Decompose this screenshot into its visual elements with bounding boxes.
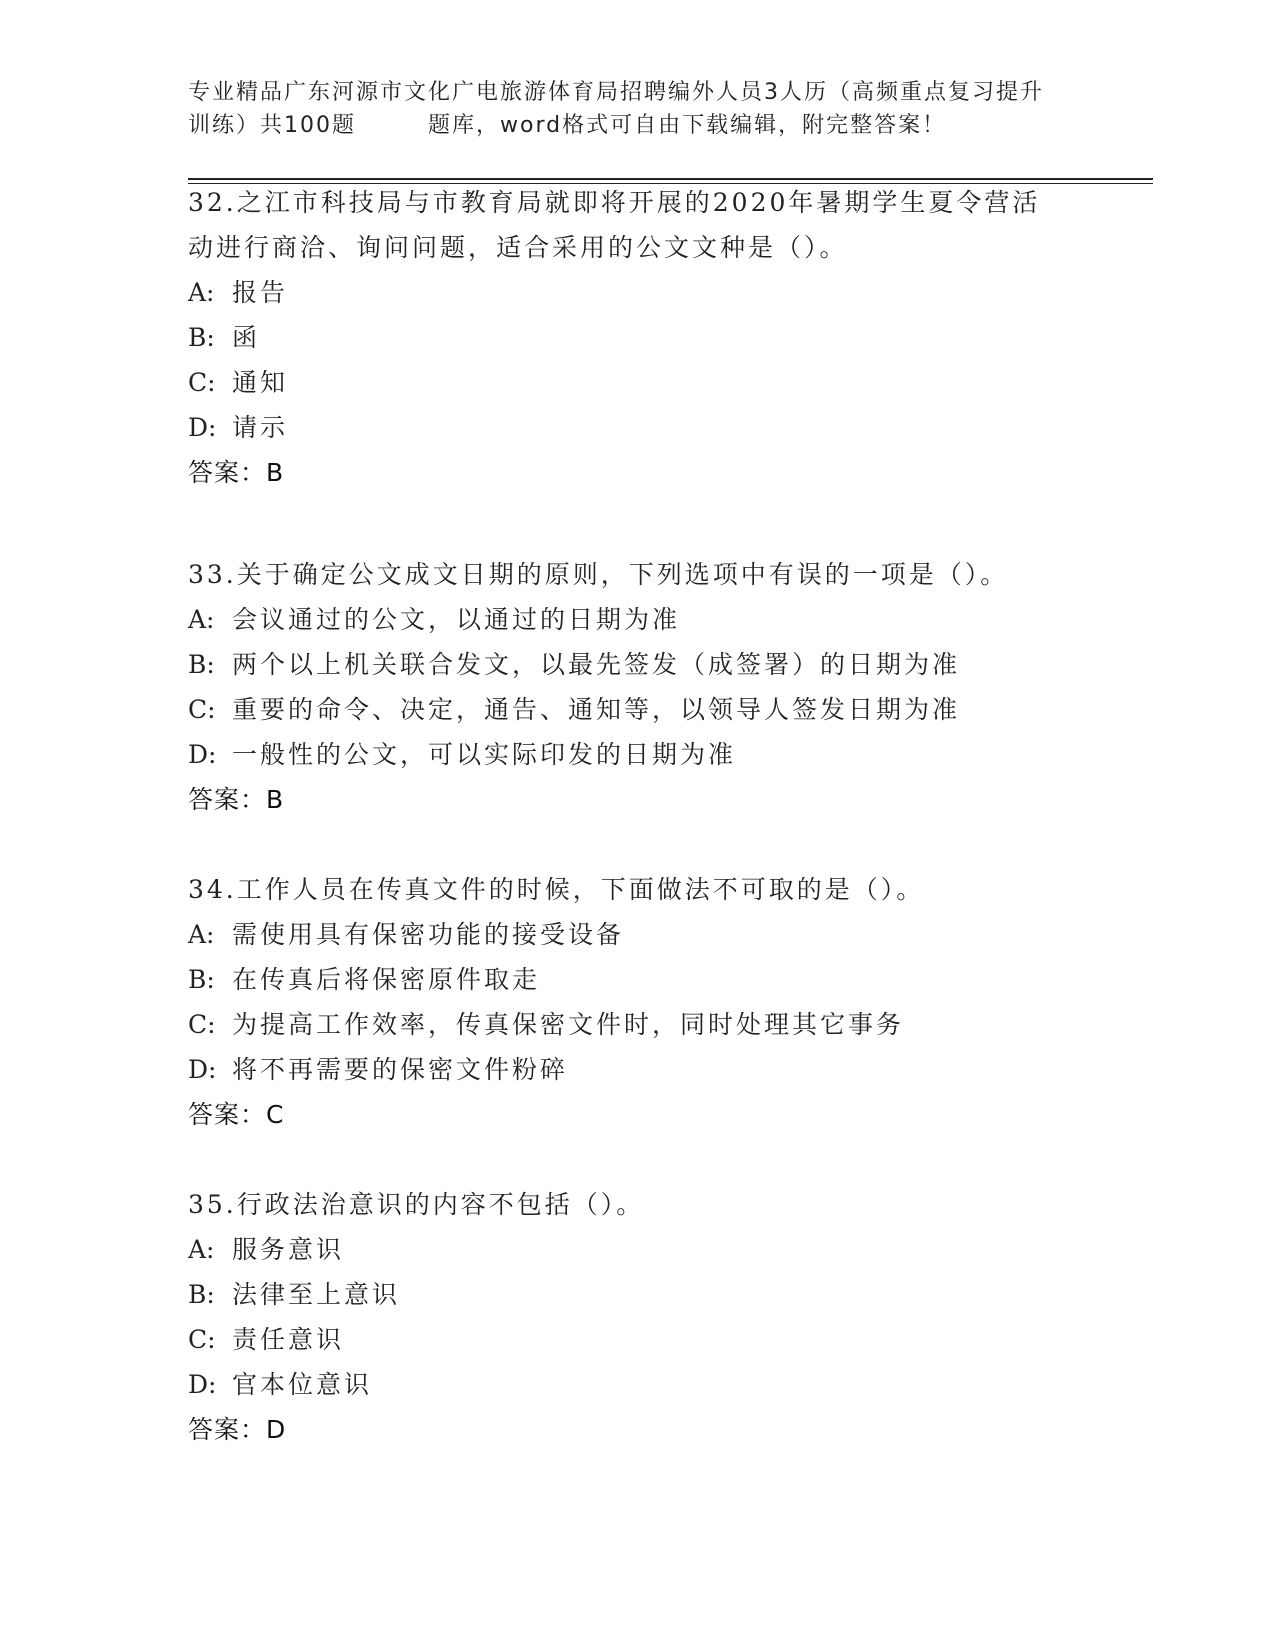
question-stem: 34.工作人员在传真文件的时候，下面做法不可取的是（）。 [188, 875, 925, 904]
option-d [188, 405, 1088, 450]
option-key: C: [188, 1325, 216, 1354]
option-text: 法律至上意识 [232, 1280, 401, 1309]
option-key: D: [188, 1055, 217, 1084]
answer-label: 答案：B [188, 785, 285, 814]
option-key: C: [188, 695, 216, 724]
option-key: A: [188, 1235, 215, 1264]
option-text: 在传真后将保密原件取走 [232, 965, 541, 994]
option-key: B: [188, 323, 215, 352]
option-text: 需使用具有保密功能的接受设备 [232, 920, 625, 949]
header-line-2-part-2: 题库，word格式可自由下载编辑，附完整答案！ [428, 113, 947, 138]
option-a [188, 270, 1088, 315]
option-text: 为提高工作效率，传真保密文件时，同时处理其它事务 [232, 1010, 905, 1039]
option-a [188, 912, 1088, 957]
option-text: 两个以上机关联合发文，以最先签发（成签署）的日期为准 [232, 650, 961, 679]
option-key: A: [188, 278, 215, 307]
option-d [188, 732, 1088, 777]
question-stem-continued: 动进行商洽、询问问题，适合采用的公文文种是（）。 [188, 233, 848, 262]
header-line-2 [188, 109, 1088, 142]
document-header [188, 76, 1088, 142]
question-stem: 35.行政法治意识的内容不包括（）。 [188, 1190, 645, 1219]
option-key: A: [188, 605, 215, 634]
option-key: D: [188, 413, 217, 442]
option-text: 一般性的公文，可以实际印发的日期为准 [232, 740, 737, 769]
option-text: 责任意识 [232, 1325, 345, 1354]
option-key: C: [188, 1010, 216, 1039]
answer-label: 答案：D [188, 1415, 287, 1444]
option-key: D: [188, 1370, 217, 1399]
header-line-2-part-1: 训练）共100题 [188, 113, 356, 138]
question-33 [188, 552, 1088, 822]
question-32 [188, 180, 1088, 495]
option-text: 报告 [232, 278, 289, 307]
question-stem: 32.之江市科技局与市教育局就即将开展的2020年暑期学生夏令营活 [188, 188, 1041, 217]
option-key: D: [188, 740, 217, 769]
header-line-1: 专业精品广东河源市文化广电旅游体育局招聘编外人员3人历（高频重点复习提升 [188, 80, 1044, 105]
option-text: 函 [232, 323, 261, 352]
option-d [188, 1047, 1088, 1092]
option-key: B: [188, 650, 215, 679]
option-key: B: [188, 1280, 215, 1309]
option-key: C: [188, 368, 216, 397]
option-c [188, 687, 1088, 732]
option-text: 将不再需要的保密文件粉碎 [232, 1055, 569, 1084]
option-text: 请示 [232, 413, 289, 442]
option-a [188, 1227, 1088, 1272]
option-b [188, 315, 1088, 360]
option-b [188, 1272, 1088, 1317]
option-text: 通知 [232, 368, 289, 397]
answer-label: 答案：C [188, 1100, 285, 1129]
option-c [188, 360, 1088, 405]
option-b [188, 957, 1088, 1002]
option-b [188, 642, 1088, 687]
option-text: 官本位意识 [232, 1370, 373, 1399]
option-key: A: [188, 920, 215, 949]
answer-label: 答案：B [188, 458, 285, 487]
question-stem: 33.关于确定公文成文日期的原则，下列选项中有误的一项是（）。 [188, 560, 1009, 589]
option-text: 重要的命令、决定，通告、通知等，以领导人签发日期为准 [232, 695, 961, 724]
option-c [188, 1002, 1088, 1047]
question-34 [188, 867, 1088, 1137]
option-text: 会议通过的公文，以通过的日期为准 [232, 605, 681, 634]
option-text: 服务意识 [232, 1235, 345, 1264]
option-a [188, 597, 1088, 642]
question-35 [188, 1182, 1088, 1452]
option-key: B: [188, 965, 215, 994]
option-c [188, 1317, 1088, 1362]
option-d [188, 1362, 1088, 1407]
